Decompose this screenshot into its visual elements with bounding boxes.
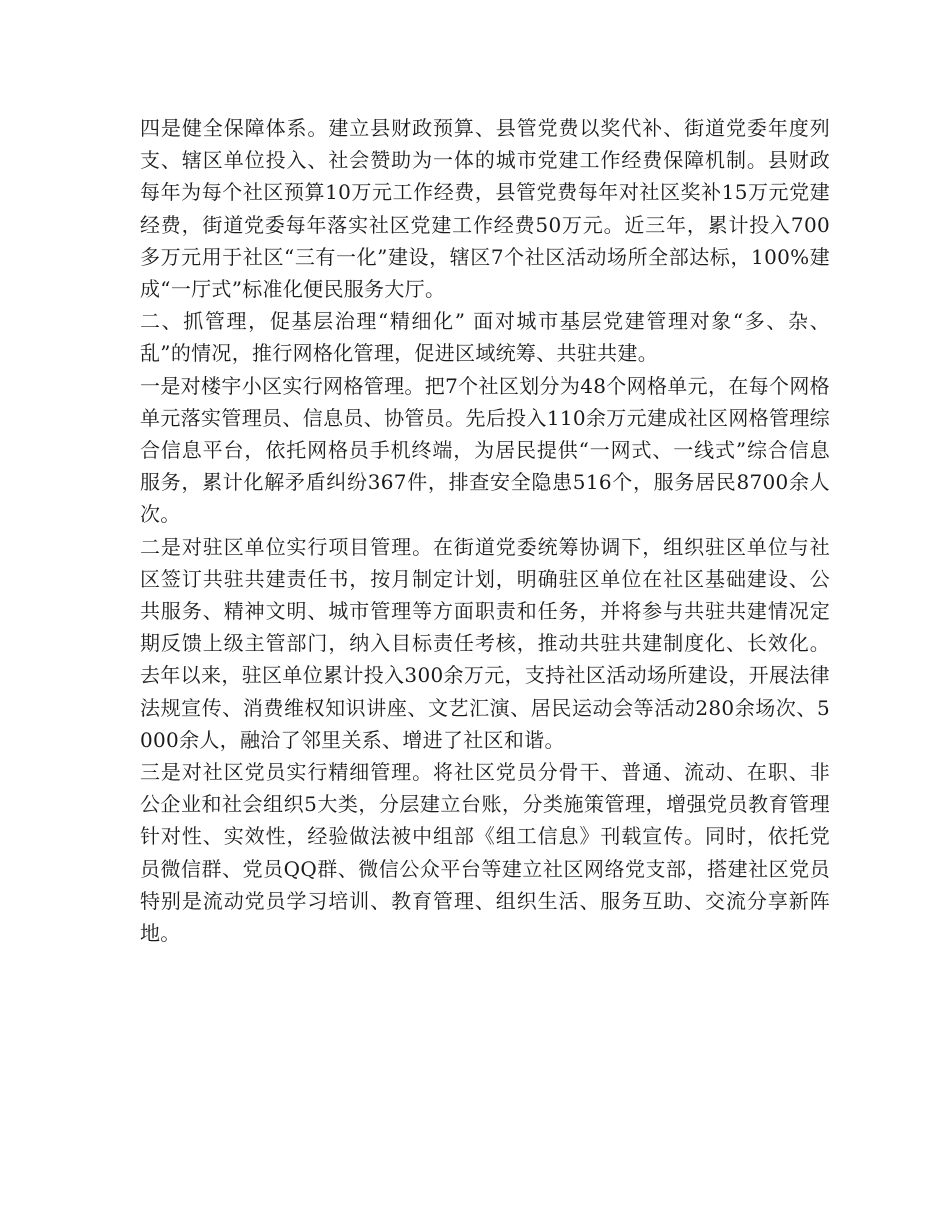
paragraph-member-management: 三是对社区党员实行精细管理。将社区党员分骨干、普通、流动、在职、非公企业和社会组织5大类，分层建立台账，分类施策管理，增强党员教育管理针对性、实效性，经验做法被中组部《组工信息》刊载宣传。同时，依托党员微信群、党员QQ群、微信公众平台等建立社区网络党支部，搭建社区党员特别是流动党员学习培训、教育管理、组织生活、服务互助、交流分享新阵地。 <box>140 760 830 946</box>
paragraph-grid-management: 一是对楼宇小区实行网格管理。把7个社区划分为48个网格单元，在每个网格单元落实管理员、信息员、协管员。先后投入110余万元建成社区网格管理综合信息平台，依托网格员手机终端，为居民提供“一网式、一线式”综合信息服务，累计化解矛盾纠纷367件，排查安全隐患516个，服务居民8700余人次。 <box>140 373 830 527</box>
paragraph-project-management: 二是对驻区单位实行项目管理。在街道党委统筹协调下，组织驻区单位与社区签订共驻共建责任书，按月制定计划，明确驻区单位在社区基础建设、公共服务、精神文明、城市管理等方面职责和任务，并将参与共驻共建情况定期反馈上级主管部门，纳入目标责任考核，推动共驻共建制度化、长效化。去年以来，驻区单位累计投入300余万元，支持社区活动场所建设，开展法律法规宣传、消费维权知识讲座、文艺汇演、居民运动会等活动280余场次、5000余人，融洽了邻里关系、增进了社区和谐。 <box>140 534 830 752</box>
section-heading-management: 二、抓管理，促基层治理“精细化” 面对城市基层党建管理对象“多、杂、乱”的情况，推行网格化管理，促进区域统筹、共驻共建。 <box>140 309 830 366</box>
paragraph-funding-guarantee: 四是健全保障体系。建立县财政预算、县管党费以奖代补、街道党委年度列支、辖区单位投入、社会赞助为一体的城市党建工作经费保障机制。县财政每年为每个社区预算10万元工作经费，县管党费每年对社区奖补15万元党建经费，街道党委每年落实社区党建工作经费50万元。近三年，累计投入700多万元用于社区“三有一化”建设，辖区7个社区活动场所全部达标，100%建成“一厅式”标准化便民服务大厅。 <box>140 116 830 302</box>
document-body <box>140 112 830 949</box>
